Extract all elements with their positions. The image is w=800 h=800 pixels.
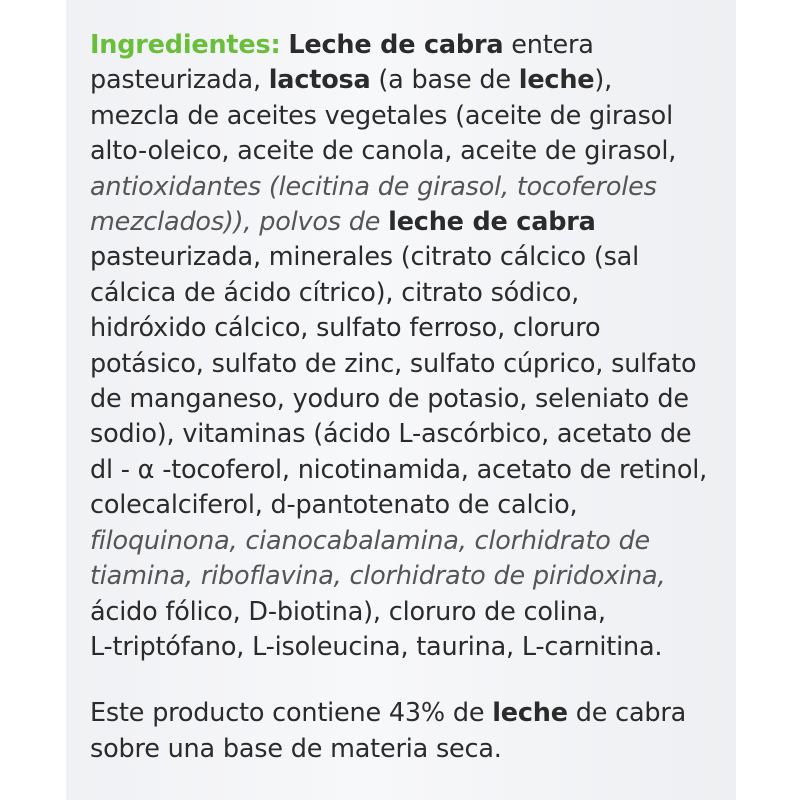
text-segment: de manganeso, yoduro de potasio, seleniato de — [90, 384, 689, 415]
bold-allergen-text: lactosa — [268, 65, 371, 96]
italic-text: mezclados)), polvos de — [90, 207, 389, 238]
text-segment: entera — [503, 30, 594, 60]
text-segment: L-triptófano, L-isoleucina, taurina, L-carnitina. — [90, 631, 663, 662]
text-line — [90, 134, 730, 169]
text-line — [90, 696, 730, 731]
text-line — [90, 559, 730, 594]
text-line — [90, 488, 730, 523]
italic-text: tiamina, riboflavina, clorhidrato de piridoxina, — [90, 561, 666, 592]
text-segment: potásico, sulfato de zinc, sulfato cúprico, sulfato — [90, 348, 697, 379]
text-line — [90, 524, 730, 559]
text-line — [90, 347, 730, 382]
text-line — [90, 99, 730, 134]
text-segment: dl - α -tocoferol, nicotinamida, acetato de retinol, — [90, 454, 708, 485]
text-line — [90, 417, 730, 452]
text-line — [90, 630, 730, 665]
text-line — [90, 276, 730, 311]
text-segment: alto-oleico, aceite de canola, aceite de girasol, — [90, 136, 677, 167]
goat-milk-note — [90, 696, 730, 767]
text-segment: Este producto contiene 43% de — [90, 698, 493, 729]
bold-allergen-text: leche — [492, 698, 568, 729]
text-segment: hidróxido cálcico, sulfato ferroso, cloruro — [90, 313, 601, 344]
text-line — [90, 311, 730, 346]
ingredients-heading: Ingredientes: — [90, 30, 281, 60]
text-segment: ), — [594, 65, 613, 96]
text-segment: pasteurizada, minerales (citrato cálcico (sal — [90, 242, 639, 273]
text-line — [90, 595, 730, 630]
text-segment: mezcla de aceites vegetales (aceite de girasol — [90, 100, 673, 131]
text-line — [90, 170, 730, 205]
text-segment: pasteurizada, — [90, 65, 269, 96]
text-segment: de cabra — [567, 698, 687, 729]
text-line — [90, 453, 730, 488]
text-line — [90, 205, 730, 240]
text-line — [90, 28, 730, 63]
text-segment: ácido fólico, D-biotina), cloruro de colina, — [90, 596, 606, 627]
bold-allergen-text: Leche de cabra — [288, 30, 504, 60]
bold-allergen-text: leche — [518, 65, 595, 96]
text-line — [90, 382, 730, 417]
paragraph-gap — [90, 665, 730, 696]
text-segment: sobre una base de materia seca. — [90, 733, 502, 764]
bold-allergen-text: leche de cabra — [388, 207, 596, 238]
text-segment: cálcica de ácido cítrico), citrato sódico, — [90, 277, 580, 308]
text-segment: colecalciferol, d-pantotenato de calcio, — [90, 490, 578, 521]
text-segment: (a base de — [370, 65, 519, 96]
ingredients-panel — [90, 28, 730, 767]
text-line — [90, 240, 730, 275]
ingredients-list — [90, 28, 730, 665]
italic-text: filoquinona, cianocabalamina, clorhidrato de — [90, 525, 651, 556]
text-segment: sodio), vitaminas (ácido L-ascórbico, acetato de — [90, 419, 692, 450]
italic-text: antioxidantes (lecitina de girasol, tocoferoles — [90, 171, 657, 202]
text-line — [90, 732, 730, 767]
text-line — [90, 63, 730, 98]
